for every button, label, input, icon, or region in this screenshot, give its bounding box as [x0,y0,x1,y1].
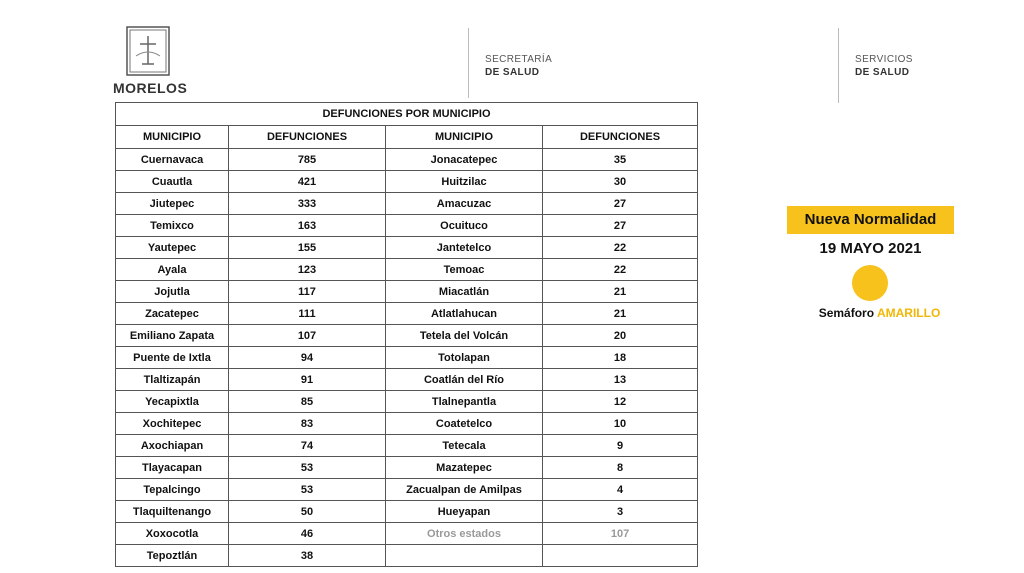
table-row [116,435,698,457]
deaths-cell: 13 [543,369,698,391]
municipality-cell: Yautepec [116,237,229,259]
header-divider [468,28,469,98]
table-row [116,523,698,545]
org2-line1: SERVICIOS [855,54,913,65]
table-row [116,457,698,479]
deaths-cell: 123 [229,259,386,281]
municipality-cell: Jojutla [116,281,229,303]
municipality-cell: Zacatepec [116,303,229,325]
deaths-cell: 27 [543,215,698,237]
municipality-cell: Xoxocotla [116,523,229,545]
municipality-cell: Tetela del Volcán [386,325,543,347]
municipality-cell: Tepalcingo [116,479,229,501]
deaths-cell: 46 [229,523,386,545]
table-row [116,237,698,259]
deaths-cell: 53 [229,457,386,479]
deaths-cell: 107 [229,325,386,347]
deaths-cell: 83 [229,413,386,435]
deaths-by-municipality-table [115,102,698,567]
deaths-cell: 3 [543,501,698,523]
municipality-cell [386,545,543,567]
table-row [116,193,698,215]
semaforo-status [787,306,972,320]
municipality-cell: Miacatlán [386,281,543,303]
municipality-cell: Atlatlahucan [386,303,543,325]
deaths-cell: 4 [543,479,698,501]
deaths-cell: 94 [229,347,386,369]
deaths-cell: 117 [229,281,386,303]
column-header: DEFUNCIONES [543,126,698,149]
municipality-cell: Tlalnepantla [386,391,543,413]
table-row [116,149,698,171]
deaths-cell: 21 [543,303,698,325]
table-row [116,479,698,501]
org-servicios-salud [855,53,913,79]
municipality-cell: Tlaltizapán [116,369,229,391]
table-row [116,347,698,369]
municipality-cell: Cuernavaca [116,149,229,171]
column-header: MUNICIPIO [386,126,543,149]
table-row [116,325,698,347]
deaths-cell: 785 [229,149,386,171]
deaths-cell: 50 [229,501,386,523]
municipality-cell: Coatetelco [386,413,543,435]
deaths-cell: 9 [543,435,698,457]
table-header-row [116,126,698,149]
municipality-cell: Axochiapan [116,435,229,457]
org2-line2: DE SALUD [855,67,910,78]
table-row [116,545,698,567]
table-row [116,413,698,435]
state-seal-icon [126,26,170,76]
semaforo-value: AMARILLO [876,306,941,320]
deaths-cell: 111 [229,303,386,325]
deaths-cell: 163 [229,215,386,237]
table-row [116,501,698,523]
municipality-cell: Ayala [116,259,229,281]
table-row [116,391,698,413]
semaforo-label: Semáforo [818,306,875,320]
municipality-cell: Totolapan [386,347,543,369]
table-row [116,171,698,193]
org-secretaria-salud [485,53,552,79]
deaths-cell: 74 [229,435,386,457]
municipality-cell: Cuautla [116,171,229,193]
column-header: DEFUNCIONES [229,126,386,149]
municipality-cell: Zacualpan de Amilpas [386,479,543,501]
deaths-cell: 27 [543,193,698,215]
municipality-cell: Temoac [386,259,543,281]
logo-text: MORELOS [113,80,188,96]
municipality-cell: Mazatepec [386,457,543,479]
deaths-cell: 107 [543,523,698,545]
deaths-cell: 22 [543,259,698,281]
municipality-cell: Huitzilac [386,171,543,193]
municipality-cell: Ocuituco [386,215,543,237]
deaths-cell: 10 [543,413,698,435]
municipality-cell: Emiliano Zapata [116,325,229,347]
municipality-cell: Jonacatepec [386,149,543,171]
org1-line1: SECRETARÍA [485,54,553,65]
deaths-cell: 22 [543,237,698,259]
municipality-cell: Jantetelco [386,237,543,259]
report-date: 19 MAYO 2021 [819,240,922,257]
deaths-cell: 21 [543,281,698,303]
municipality-cell: Otros estados [386,523,543,545]
municipality-cell: Coatlán del Río [386,369,543,391]
deaths-cell: 53 [229,479,386,501]
column-header: MUNICIPIO [116,126,229,149]
municipality-cell: Tepoztlán [116,545,229,567]
table-title: DEFUNCIONES POR MUNICIPIO [116,103,698,126]
deaths-cell: 38 [229,545,386,567]
table-row [116,259,698,281]
municipality-cell: Tetecala [386,435,543,457]
deaths-cell [543,545,698,567]
deaths-cell: 155 [229,237,386,259]
municipality-cell: Hueyapan [386,501,543,523]
municipality-cell: Puente de Ixtla [116,347,229,369]
table-row [116,215,698,237]
municipality-cell: Amacuzac [386,193,543,215]
municipality-cell: Temixco [116,215,229,237]
municipality-cell: Xochitepec [116,413,229,435]
header-divider [838,28,839,103]
municipality-cell: Yecapixtla [116,391,229,413]
deaths-cell: 85 [229,391,386,413]
morelos-logo [113,24,188,99]
deaths-cell: 20 [543,325,698,347]
deaths-cell: 35 [543,149,698,171]
deaths-cell: 333 [229,193,386,215]
traffic-light-dot [852,265,888,301]
table-row [116,369,698,391]
municipality-cell: Tlaquiltenango [116,501,229,523]
municipality-cell: Tlayacapan [116,457,229,479]
deaths-cell: 91 [229,369,386,391]
deaths-cell: 18 [543,347,698,369]
table-row [116,281,698,303]
deaths-cell: 8 [543,457,698,479]
deaths-cell: 30 [543,171,698,193]
org1-line2: DE SALUD [485,67,540,78]
municipality-cell: Jiutepec [116,193,229,215]
deaths-cell: 12 [543,391,698,413]
table-row [116,303,698,325]
nueva-normalidad-badge: Nueva Normalidad [787,206,954,234]
deaths-cell: 421 [229,171,386,193]
